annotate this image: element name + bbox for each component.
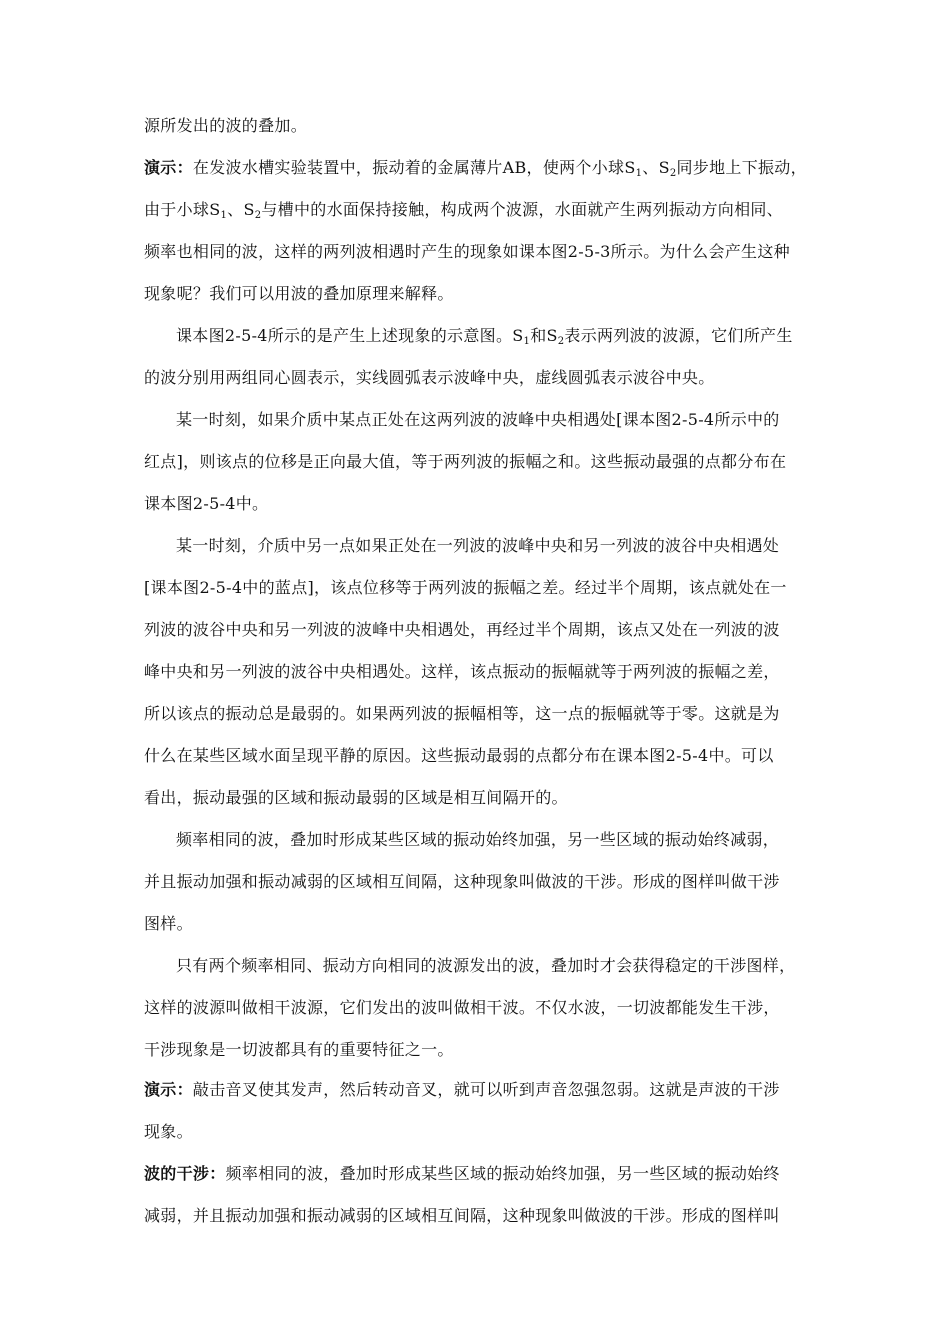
- text-line: 干涉现象是一切波都具有的重要特征之一。: [144, 1040, 454, 1059]
- text-line: 由于小球$S_1$、$S_2$与槽中的水面保持接触，构成两个波源，水面就产生两列振动方向相同、: [144, 200, 783, 221]
- text-line: 峰中央和另一列波的波谷中央相遇处。这样，该点振动的振幅就等于两列波的振幅之差，: [144, 662, 780, 681]
- text-line: 源所发出的波的叠加。: [144, 116, 308, 135]
- text-line: 演示：在发波水槽实验装置中，振动着的金属薄片AB，使两个小球$S_1$、$S_2$同步地上下振动，: [144, 158, 807, 179]
- definition-label: 波的干涉：: [144, 1164, 226, 1183]
- text-line: 现象呢？我们可以用波的叠加原理来解释。: [144, 284, 454, 303]
- text-line: 的波分别用两组同心圆表示，实线圆弧表示波峰中央，虚线圆弧表示波谷中央。: [144, 368, 715, 387]
- text-line: 频率也相同的波，这样的两列波相遇时产生的现象如课本图2-5-3所示。为什么会产生这种: [144, 242, 790, 261]
- text-line: 课本图2-5-4中。: [144, 494, 269, 513]
- text-line: 现象。: [144, 1122, 193, 1141]
- text-line: 所以该点的振动总是最弱的。如果两列波的振幅相等，这一点的振幅就等于零。这就是为: [144, 704, 780, 723]
- text-line: [课本图2-5-4中的蓝点]，该点位移等于两列波的振幅之差。经过半个周期，该点就处在一: [144, 578, 787, 597]
- demo-label: 演示：: [144, 158, 193, 177]
- text-line: 某一时刻，如果介质中某点正处在这两列波的波峰中央相遇处[课本图2-5-4所示中的: [176, 410, 780, 429]
- text-line: 只有两个频率相同、振动方向相同的波源发出的波，叠加时才会获得稳定的干涉图样，: [176, 956, 796, 975]
- text-line: 波的干涉：频率相同的波，叠加时形成某些区域的振动始终加强，另一些区域的振动始终: [144, 1164, 780, 1183]
- text-line: 列波的波谷中央和另一列波的波峰中央相遇处，再经过半个周期，该点又处在一列波的波: [144, 620, 780, 639]
- text-line: 并且振动加强和振动减弱的区域相互间隔，这种现象叫做波的干涉。形成的图样叫做干涉: [144, 872, 780, 891]
- text-line: 红点]，则该点的位移是正向最大值，等于两列波的振幅之和。这些振动最强的点都分布在: [144, 452, 787, 471]
- text-line: 这样的波源叫做相干波源，它们发出的波叫做相干波。不仅水波，一切波都能发生干涉，: [144, 998, 780, 1017]
- text-line: 某一时刻，介质中另一点如果正处在一列波的波峰中央和另一列波的波谷中央相遇处: [176, 536, 780, 555]
- text-line: 频率相同的波，叠加时形成某些区域的振动始终加强，另一些区域的振动始终减弱，: [176, 830, 780, 849]
- text-line: 演示：敲击音叉使其发声，然后转动音叉，就可以听到声音忽强忽弱。这就是声波的干涉: [144, 1080, 780, 1099]
- text-line: 课本图2-5-4所示的是产生上述现象的示意图。$S_1$和$S_2$表示两列波的波源，它们所产生: [176, 326, 793, 347]
- text-line: 减弱，并且振动加强和振动减弱的区域相互间隔，这种现象叫做波的干涉。形成的图样叫: [144, 1206, 780, 1225]
- demo-label: 演示：: [144, 1080, 193, 1099]
- text-line: 图样。: [144, 914, 193, 933]
- text-line: 什么在某些区域水面呈现平静的原因。这些振动最弱的点都分布在课本图2-5-4中。可以: [144, 746, 774, 765]
- text-line: 看出，振动最强的区域和振动最弱的区域是相互间隔开的。: [144, 788, 568, 807]
